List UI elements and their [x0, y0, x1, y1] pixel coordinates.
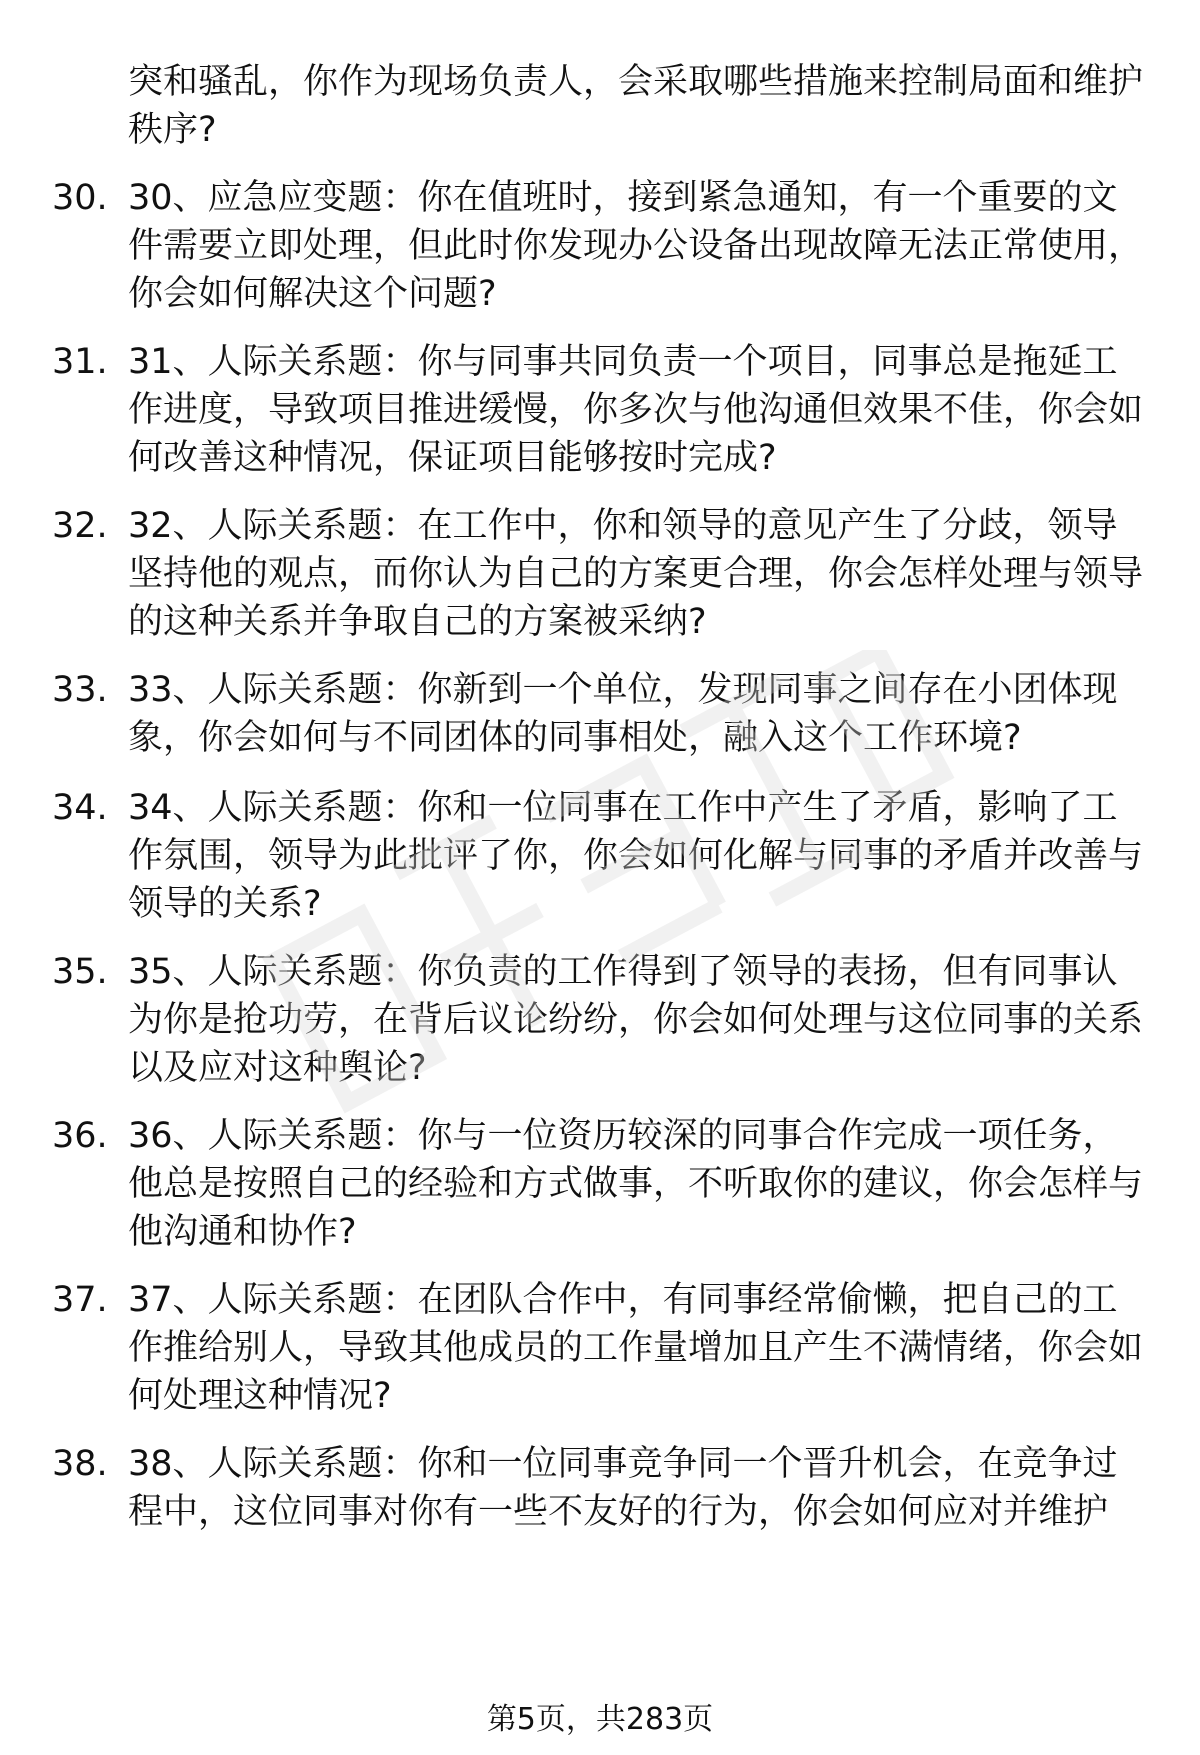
page-footer: 第5页，共283页: [486, 1702, 714, 1737]
question-number: 36.: [52, 1116, 108, 1156]
continued-question-text: 突和骚乱，你作为现场负责人，会采取哪些措施来控制局面和维护秩序?: [128, 62, 1144, 150]
question-text: 31、人际关系题：你与同事共同负责一个项目，同事总是拖延工作进度，导致项目推进缓慢，你多次与他沟通但效果不佳，你会如何改善这种情况，保证项目能够按时完成?: [128, 342, 1144, 478]
question-text: 38、人际关系题：你和一位同事竞争同一个晋升机会，在竞争过程中，这位同事对你有一些不友好的行为，你会如何应对并维护: [128, 1444, 1118, 1532]
question-text: 33、人际关系题：你新到一个单位，发现同事之间存在小团体现象，你会如何与不同团体的同事相处，融入这个工作环境?: [128, 670, 1118, 758]
question-number: 34.: [52, 788, 108, 828]
question-number: 38.: [52, 1444, 108, 1484]
question-number: 30.: [52, 178, 108, 218]
question-text: 34、人际关系题：你和一位同事在工作中产生了矛盾，影响了工作氛围，领导为此批评了你，你会如何化解与同事的矛盾并改善与领导的关系?: [128, 788, 1144, 924]
question-number: 37.: [52, 1280, 108, 1320]
question-number: 31.: [52, 342, 108, 382]
question-number: 32.: [52, 506, 108, 546]
question-text: 35、人际关系题：你负责的工作得到了领导的表扬，但有同事认为你是抢功劳，在背后议论纷纷，你会如何处理与这位同事的关系以及应对这种舆论?: [128, 952, 1144, 1088]
question-text: 37、人际关系题：在团队合作中，有同事经常偷懒，把自己的工作推给别人，导致其他成员的工作量增加且产生不满情绪，你会如何处理这种情况?: [128, 1280, 1144, 1416]
question-text: 36、人际关系题：你与一位资历较深的同事合作完成一项任务，他总是按照自己的经验和方式做事，不听取你的建议，你会怎样与他沟通和协作?: [128, 1116, 1144, 1252]
question-text: 30、应急应变题：你在值班时，接到紧急通知，有一个重要的文件需要立即处理，但此时你发现办公设备出现故障无法正常使用，你会如何解决这个问题?: [128, 178, 1144, 314]
question-number: 35.: [52, 952, 108, 992]
question-number: 33.: [52, 670, 108, 710]
question-text: 32、人际关系题：在工作中，你和领导的意见产生了分歧，领导坚持他的观点，而你认为自己的方案更合理，你会怎样处理与领导的这种关系并争取自己的方案被采纳?: [128, 506, 1144, 642]
